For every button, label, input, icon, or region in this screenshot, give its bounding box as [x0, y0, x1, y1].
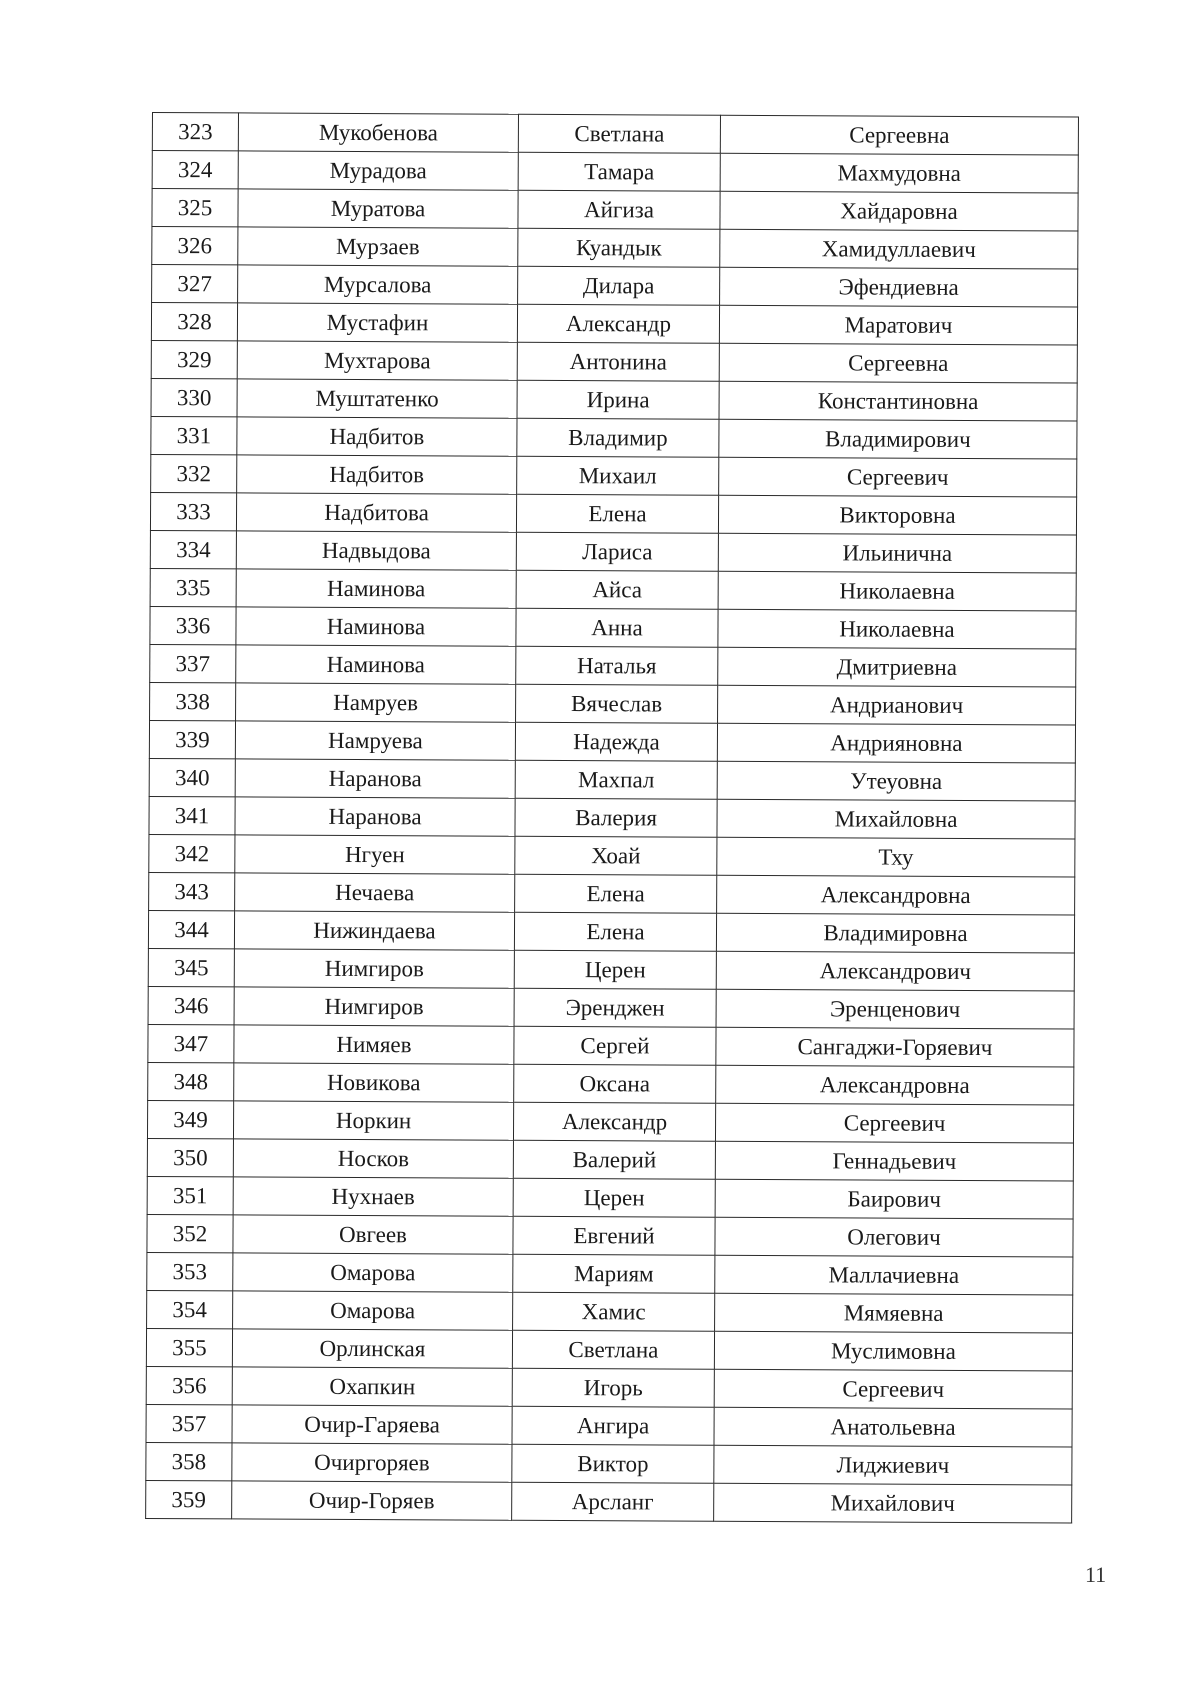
table-row: [147, 1252, 1073, 1295]
row-number-cell: 358: [146, 1442, 232, 1480]
row-number-cell: 348: [148, 1062, 234, 1100]
table-row: [152, 227, 1078, 270]
patronymic-cell: Александровна: [716, 1065, 1074, 1105]
first-name-cell: Надежда: [515, 722, 717, 761]
row-number-cell: 353: [147, 1252, 233, 1290]
first-name-cell: Наталья: [516, 646, 718, 685]
patronymic-cell: Сергеевич: [715, 1103, 1073, 1143]
first-name-cell: Тамара: [518, 152, 720, 191]
table-row: [149, 834, 1075, 877]
patronymic-cell: Сангаджи-Горяевич: [716, 1027, 1074, 1067]
row-number-cell: 344: [148, 910, 234, 948]
first-name-cell: Александр: [513, 1102, 715, 1141]
first-name-cell: Сергей: [514, 1026, 716, 1065]
table-row: [146, 1328, 1072, 1371]
first-name-cell: Игорь: [512, 1368, 714, 1407]
table-row: [146, 1480, 1072, 1523]
patronymic-cell: Хамидуллаевич: [720, 229, 1078, 269]
last-name-cell: Наминова: [236, 607, 516, 646]
table-row: [150, 644, 1076, 687]
last-name-cell: Овгеев: [233, 1215, 513, 1254]
row-number-cell: 327: [152, 265, 238, 303]
last-name-cell: Мукобенова: [238, 113, 518, 152]
last-name-cell: Нимгиров: [234, 987, 514, 1026]
row-number-cell: 336: [150, 606, 236, 644]
last-name-cell: Очир-Гаряева: [232, 1405, 512, 1444]
patronymic-cell: Геннадьевич: [715, 1141, 1073, 1181]
first-name-cell: Ирина: [517, 380, 719, 419]
table-row: [146, 1404, 1072, 1447]
row-number-cell: 324: [152, 151, 238, 189]
row-number-cell: 343: [149, 872, 235, 910]
first-name-cell: Вячеслав: [516, 684, 718, 723]
patronymic-cell: Маратович: [719, 305, 1077, 345]
name-list-table: [145, 112, 1079, 1524]
row-number-cell: 347: [148, 1024, 234, 1062]
row-number-cell: 334: [150, 530, 236, 568]
patronymic-cell: Утеуовна: [717, 761, 1075, 801]
last-name-cell: Нимгиров: [234, 949, 514, 988]
row-number-cell: 331: [151, 416, 237, 454]
row-number-cell: 346: [148, 986, 234, 1024]
patronymic-cell: Сергеевич: [719, 457, 1077, 497]
last-name-cell: Мухтарова: [237, 341, 517, 380]
row-number-cell: 335: [150, 568, 236, 606]
patronymic-cell: Сергеевич: [714, 1369, 1072, 1409]
last-name-cell: Надбитова: [236, 493, 516, 532]
last-name-cell: Надбитов: [237, 417, 517, 456]
last-name-cell: Наранова: [235, 797, 515, 836]
table-row: [148, 1024, 1074, 1067]
table-row: [151, 340, 1077, 383]
patronymic-cell: Муслимовна: [714, 1331, 1072, 1371]
last-name-cell: Муштатенко: [237, 379, 517, 418]
first-name-cell: Михаил: [517, 456, 719, 495]
row-number-cell: 359: [146, 1480, 232, 1518]
first-name-cell: Светлана: [518, 114, 720, 153]
first-name-cell: Светлана: [512, 1330, 714, 1369]
last-name-cell: Нечаева: [235, 873, 515, 912]
patronymic-cell: Ильинична: [718, 533, 1076, 573]
table-row: [151, 454, 1077, 497]
last-name-cell: Мурадова: [238, 151, 518, 190]
table-row: [147, 1214, 1073, 1257]
table-row: [150, 568, 1076, 611]
first-name-cell: Евгений: [513, 1216, 715, 1255]
patronymic-cell: Хайдаровна: [720, 191, 1078, 231]
row-number-cell: 352: [147, 1214, 233, 1252]
last-name-cell: Нижиндаева: [234, 911, 514, 950]
table-row: [152, 151, 1078, 194]
last-name-cell: Намруев: [236, 683, 516, 722]
patronymic-cell: Маллачиевна: [715, 1255, 1073, 1295]
table-row: [149, 758, 1075, 801]
first-name-cell: Махпал: [515, 760, 717, 799]
last-name-cell: Носков: [233, 1139, 513, 1178]
row-number-cell: 326: [152, 227, 238, 265]
patronymic-cell: Владимировна: [716, 913, 1074, 953]
row-number-cell: 342: [149, 834, 235, 872]
patronymic-cell: Владимирович: [719, 419, 1077, 459]
table-row: [148, 910, 1074, 953]
row-number-cell: 333: [150, 492, 236, 530]
first-name-cell: Мариям: [513, 1254, 715, 1293]
table-row: [147, 1138, 1073, 1181]
first-name-cell: Елена: [514, 912, 716, 951]
patronymic-cell: Михайлович: [714, 1483, 1072, 1523]
first-name-cell: Церен: [513, 1178, 715, 1217]
row-number-cell: 350: [147, 1138, 233, 1176]
table-row: [151, 378, 1077, 421]
last-name-cell: Омарова: [233, 1291, 513, 1330]
first-name-cell: Ангира: [512, 1406, 714, 1445]
last-name-cell: Наминова: [236, 645, 516, 684]
table-row: [147, 1100, 1073, 1143]
name-list-body: [146, 113, 1079, 1524]
patronymic-cell: Эфендиевна: [720, 267, 1078, 307]
first-name-cell: Виктор: [512, 1444, 714, 1483]
last-name-cell: Мурзаев: [238, 227, 518, 266]
table-row: [149, 796, 1075, 839]
table-row: [151, 303, 1077, 346]
row-number-cell: 349: [147, 1100, 233, 1138]
row-number-cell: 340: [149, 758, 235, 796]
last-name-cell: Намруева: [235, 721, 515, 760]
patronymic-cell: Александровна: [717, 875, 1075, 915]
row-number-cell: 328: [151, 303, 237, 341]
first-name-cell: Оксана: [514, 1064, 716, 1103]
last-name-cell: Очир-Горяев: [232, 1481, 512, 1520]
first-name-cell: Елена: [516, 494, 718, 533]
last-name-cell: Надбитов: [237, 455, 517, 494]
row-number-cell: 351: [147, 1176, 233, 1214]
first-name-cell: Арсланг: [512, 1482, 714, 1521]
table-row: [148, 948, 1074, 991]
last-name-cell: Наминова: [236, 569, 516, 608]
first-name-cell: Куандык: [518, 228, 720, 267]
row-number-cell: 338: [150, 682, 236, 720]
patronymic-cell: Викторовна: [718, 495, 1076, 535]
patronymic-cell: Андрияновна: [717, 723, 1075, 763]
first-name-cell: Елена: [515, 874, 717, 913]
last-name-cell: Мурсалова: [238, 265, 518, 304]
first-name-cell: Александр: [517, 304, 719, 343]
first-name-cell: Анна: [516, 608, 718, 647]
first-name-cell: Эренджен: [514, 988, 716, 1027]
row-number-cell: 325: [152, 189, 238, 227]
first-name-cell: Валерия: [515, 798, 717, 837]
table-row: [147, 1176, 1073, 1219]
table-row: [146, 1442, 1072, 1485]
row-number-cell: 357: [146, 1404, 232, 1442]
row-number-cell: 337: [150, 644, 236, 682]
row-number-cell: 355: [146, 1328, 232, 1366]
patronymic-cell: Михайловна: [717, 799, 1075, 839]
row-number-cell: 345: [148, 948, 234, 986]
patronymic-cell: Дмитриевна: [718, 647, 1076, 687]
first-name-cell: Дилара: [518, 266, 720, 305]
table-row: [146, 1366, 1072, 1409]
table-row: [152, 113, 1078, 156]
first-name-cell: Лариса: [516, 532, 718, 571]
row-number-cell: 339: [149, 720, 235, 758]
last-name-cell: Орлинская: [232, 1329, 512, 1368]
first-name-cell: Антонина: [517, 342, 719, 381]
patronymic-cell: Мямяевна: [715, 1293, 1073, 1333]
last-name-cell: Надвыдова: [236, 531, 516, 570]
patronymic-cell: Сергеевна: [719, 343, 1077, 383]
table-row: [150, 530, 1076, 573]
patronymic-cell: Эренценович: [716, 989, 1074, 1029]
table-row: [152, 189, 1078, 232]
last-name-cell: Охапкин: [232, 1367, 512, 1406]
row-number-cell: 356: [146, 1366, 232, 1404]
patronymic-cell: Николаевна: [718, 571, 1076, 611]
patronymic-cell: Андрианович: [718, 685, 1076, 725]
table-row: [150, 492, 1076, 535]
table-row: [147, 1290, 1073, 1333]
table-row: [148, 986, 1074, 1029]
patronymic-cell: Тху: [717, 837, 1075, 877]
last-name-cell: Нгуен: [235, 835, 515, 874]
row-number-cell: 330: [151, 378, 237, 416]
last-name-cell: Нимяев: [234, 1025, 514, 1064]
first-name-cell: Валерий: [513, 1140, 715, 1179]
table-row: [151, 416, 1077, 459]
last-name-cell: Очиргоряев: [232, 1443, 512, 1482]
patronymic-cell: Константиновна: [719, 381, 1077, 421]
first-name-cell: Айса: [516, 570, 718, 609]
row-number-cell: 332: [151, 454, 237, 492]
first-name-cell: Хоай: [515, 836, 717, 875]
patronymic-cell: Махмудовна: [720, 153, 1078, 193]
table-row: [149, 872, 1075, 915]
row-number-cell: 329: [151, 340, 237, 378]
table-row: [150, 606, 1076, 649]
patronymic-cell: Александрович: [716, 951, 1074, 991]
last-name-cell: Нухнаев: [233, 1177, 513, 1216]
table-row: [149, 720, 1075, 763]
last-name-cell: Новикова: [234, 1063, 514, 1102]
row-number-cell: 323: [152, 113, 238, 151]
first-name-cell: Владимир: [517, 418, 719, 457]
row-number-cell: 354: [147, 1290, 233, 1328]
last-name-cell: Наранова: [235, 759, 515, 798]
patronymic-cell: Лиджиевич: [714, 1445, 1072, 1485]
first-name-cell: Хамис: [513, 1292, 715, 1331]
first-name-cell: Айгиза: [518, 190, 720, 229]
patronymic-cell: Сергеевна: [720, 115, 1078, 155]
first-name-cell: Церен: [514, 950, 716, 989]
row-number-cell: 341: [149, 796, 235, 834]
patronymic-cell: Баирович: [715, 1179, 1073, 1219]
patronymic-cell: Анатольевна: [714, 1407, 1072, 1447]
last-name-cell: Омарова: [233, 1253, 513, 1292]
table-row: [152, 265, 1078, 308]
page-number: 11: [1085, 1562, 1107, 1587]
table-row: [148, 1062, 1074, 1105]
patronymic-cell: Олегович: [715, 1217, 1073, 1257]
table-row: [150, 682, 1076, 725]
last-name-cell: Муратова: [238, 189, 518, 228]
patronymic-cell: Николаевна: [718, 609, 1076, 649]
last-name-cell: Норкин: [233, 1101, 513, 1140]
last-name-cell: Мустафин: [237, 303, 517, 342]
